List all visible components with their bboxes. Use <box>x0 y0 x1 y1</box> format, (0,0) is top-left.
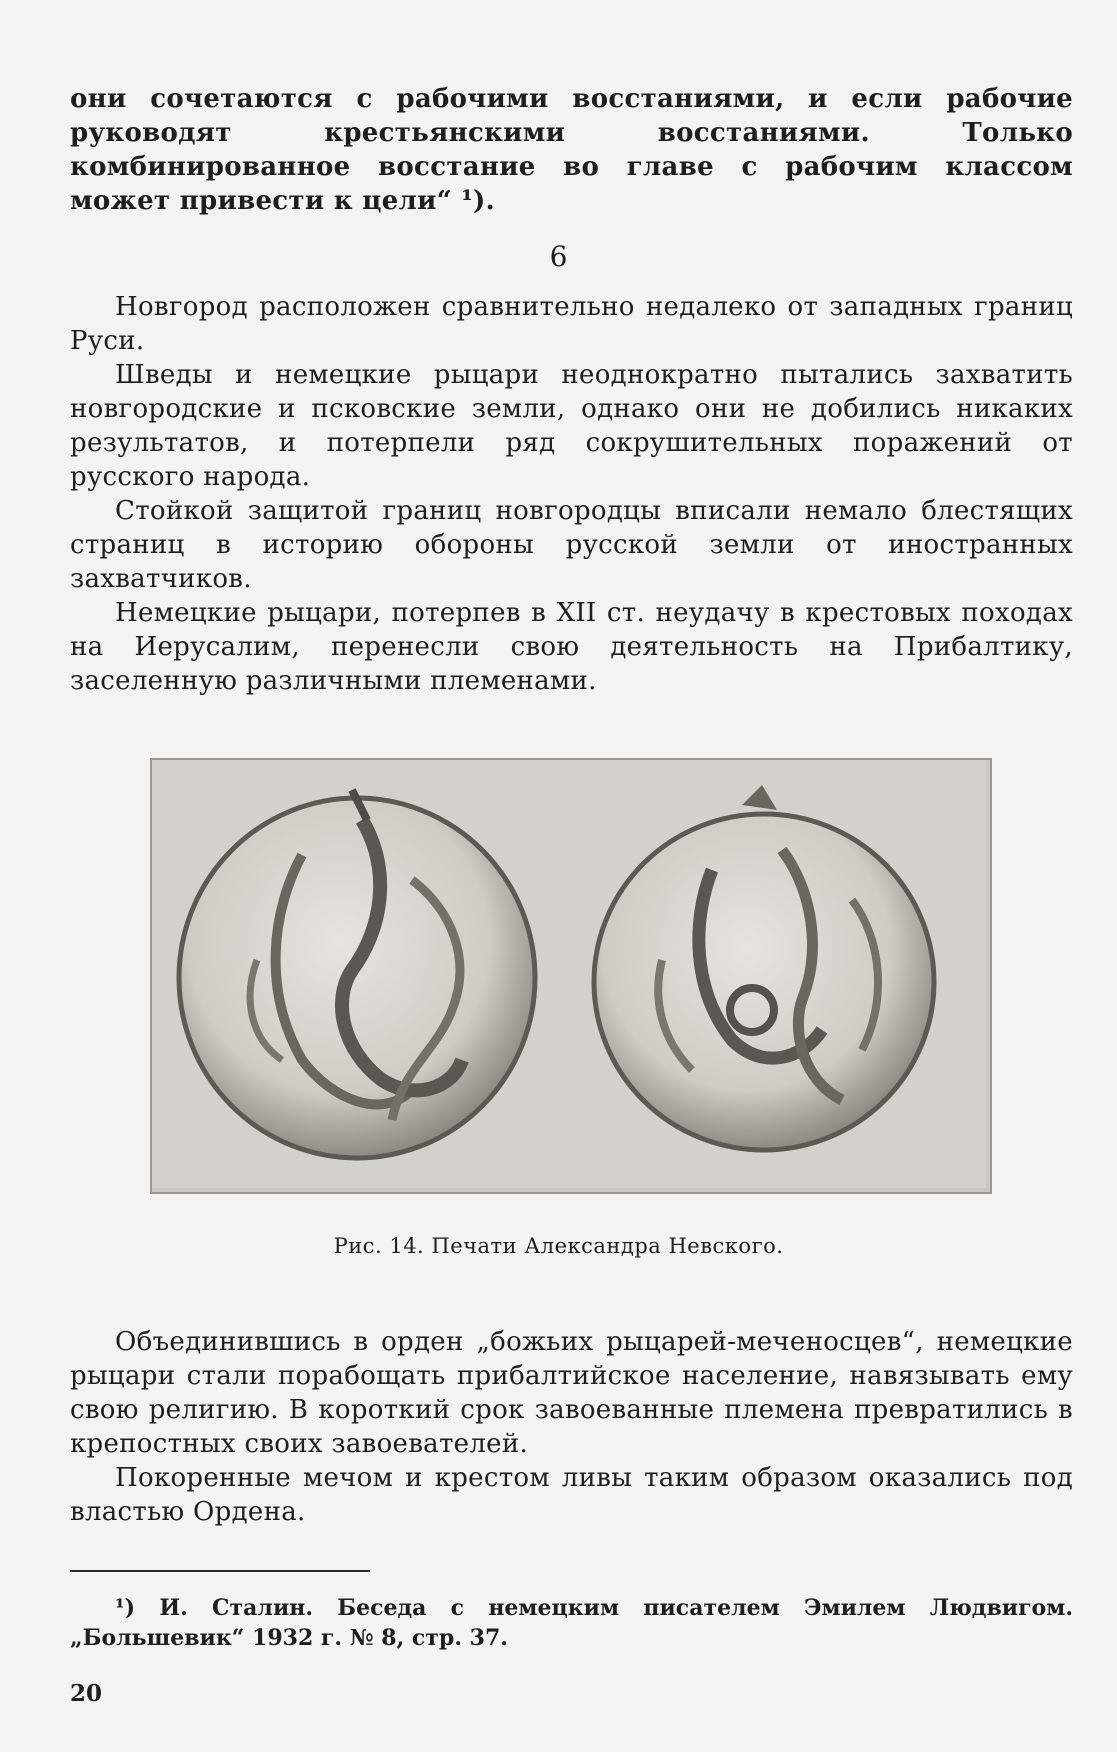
paragraph: Объединившись в орден „божьих рыцарей-меченосцев“, немецкие рыцари стали порабощать прибалтийское население, навязывать ему свою религию. В короткий срок завоеванные племена превратились в крепостных своих завоевателей. <box>70 1327 1073 1459</box>
paragraph: Покоренные мечом и крестом ливы таким образом оказались под властью Ордена. <box>70 1463 1073 1527</box>
paragraph: Новгород расположен сравнительно недалеко от западных границ Руси. <box>70 292 1073 356</box>
section-number: 6 <box>549 240 568 273</box>
page-number: 20 <box>70 1680 103 1707</box>
paragraph: Немецкие рыцари, потерпев в XII ст. неудачу в крестовых походах на Иерусалим, перенесли свою деятельность на Прибалтику, заселенную различными племенами. <box>70 598 1073 696</box>
paragraph: Стойкой защитой границ новгородцы вписали немало блестящих страниц в историю обороны русской земли от иностранных захватчиков. <box>70 496 1073 594</box>
figure-caption: Рис. 14. Печати Александра Невского. <box>333 1234 784 1258</box>
body-text-2 <box>70 1325 1073 1529</box>
top-paragraph: они сочетаются с рабочими восстаниями, и если рабочие руководят крестьянскими восстаниями. Только комбинированное восстание во главе с рабочим классом может привести к цели“ ¹). <box>70 84 1073 216</box>
seals-photo <box>150 758 992 1194</box>
body-text-1 <box>70 290 1073 698</box>
seals-illustration <box>152 760 986 1188</box>
top-paragraph-block <box>70 82 1073 218</box>
paragraph: Шведы и немецкие рыцари неоднократно пытались захватить новгородские и псковские земли, однако они не добились никаких результатов, и потерпели ряд сокрушительных поражений от русского народа. <box>70 360 1073 492</box>
footnote: ¹) И. Сталин. Беседа с немецким писателем Эмилем Людвигом. „Большевик“ 1932 г. № 8, стр. 37. <box>70 1595 1073 1651</box>
footnote-divider <box>70 1570 370 1572</box>
